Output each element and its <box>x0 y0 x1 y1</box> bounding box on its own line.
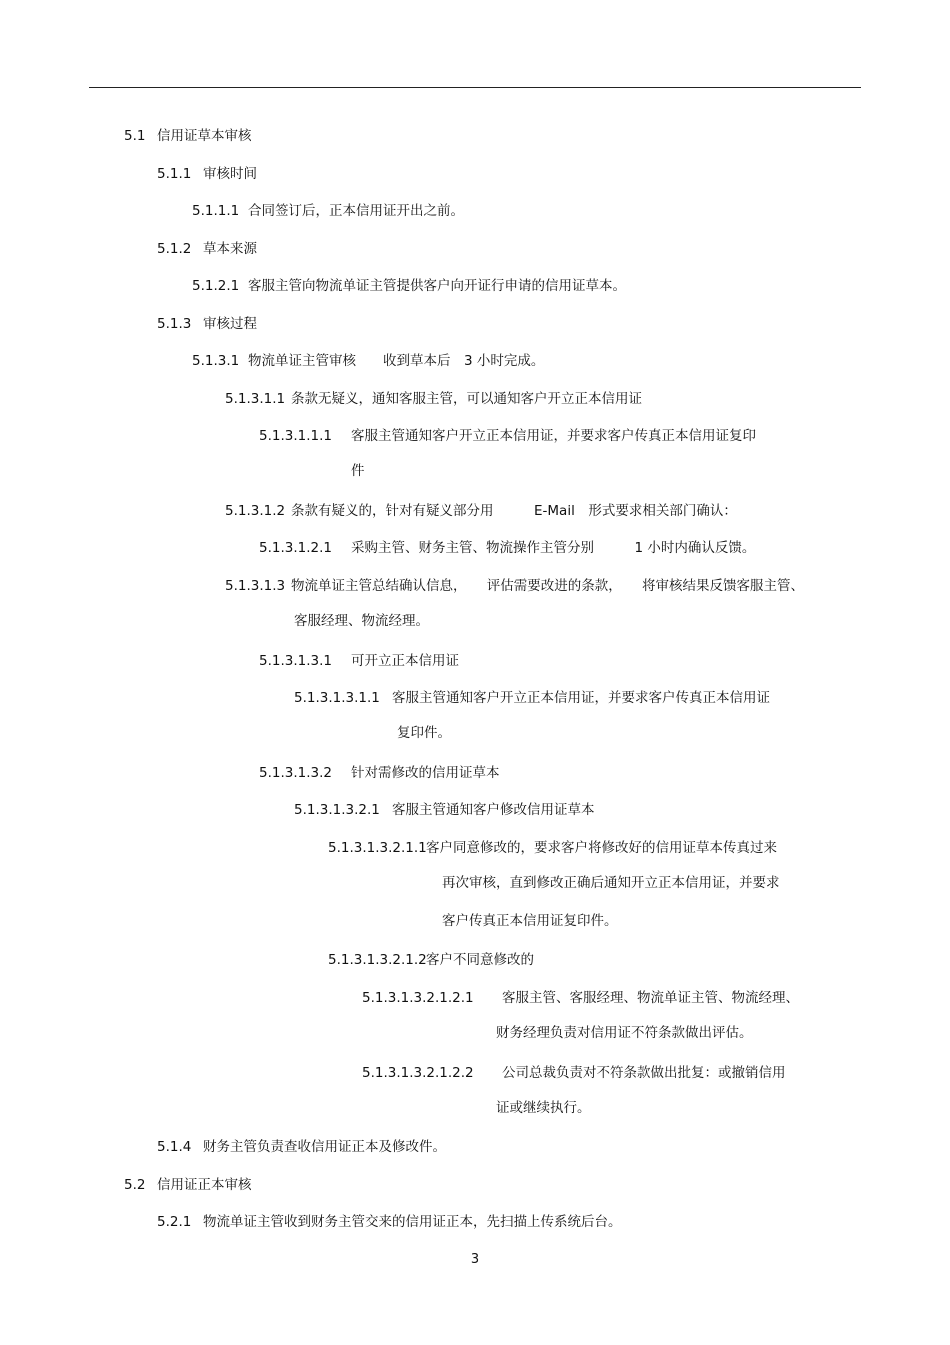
section-number: 5.1.3.1.3.2.1.1 <box>328 840 427 856</box>
section-5-1-3-1-3 <box>225 577 804 595</box>
section-5-1-2-1 <box>192 277 626 295</box>
section-continuation: 再次审核，直到修改正确后通知开立正本信用证，并要求 <box>442 875 780 891</box>
section-text: 可开立正本信用证 <box>351 653 459 669</box>
section-5-1-3-1-1 <box>225 390 642 408</box>
section-number: 5.2.1 <box>157 1214 192 1230</box>
section-text: 财务主管负责查收信用证正本及修改件。 <box>203 1139 446 1155</box>
section-number: 5.1.3.1.3.2.1.2 <box>328 952 427 968</box>
section-5-2-1 <box>157 1213 622 1231</box>
section-number: 5.1.3.1.3.1.1 <box>294 690 380 706</box>
section-5-1-3-1-3-2-1-2-1 <box>362 989 799 1007</box>
section-text: 物流单证主管收到财务主管交来的信用证正本，先扫描上传系统后台。 <box>203 1214 622 1230</box>
section-5-1-3-1-2-1 <box>259 539 755 557</box>
section-text: 物流单证主管总结确认信息， 评估需要改进的条款， 将审核结果反馈客服主管、 <box>291 578 804 594</box>
section-number: 5.1.3 <box>157 316 192 332</box>
section-text: 客服主管通知客户修改信用证草本 <box>392 802 595 818</box>
section-continuation: 客服经理、物流经理。 <box>294 613 429 629</box>
section-number: 5.1.3.1.3.1 <box>259 653 332 669</box>
section-text: 审核过程 <box>203 316 257 332</box>
section-number: 5.1 <box>124 128 146 144</box>
section-5-1-3-1-3-2 <box>259 764 500 782</box>
section-5-2 <box>124 1176 252 1194</box>
section-5-1-3 <box>157 315 257 333</box>
section-text: 公司总裁负责对不符条款做出批复：或撤销信用 <box>502 1065 786 1081</box>
section-text: 客户同意修改的，要求客户将修改好的信用证草本传真过来 <box>426 840 777 856</box>
section-text: 信用证正本审核 <box>157 1177 252 1193</box>
section-number: 5.1.3.1 <box>192 353 240 369</box>
section-5-1-3-1 <box>192 352 544 370</box>
section-number: 5.1.3.1.1.1 <box>259 428 332 444</box>
section-5-1-3-1-3-1-1 <box>294 689 770 707</box>
section-5-1-3-1-3-2-1-2 <box>328 951 534 969</box>
section-number: 5.1.3.1.3 <box>225 578 286 594</box>
section-continuation: 证或继续执行。 <box>496 1100 591 1116</box>
section-text: 条款无疑义，通知客服主管，可以通知客户开立正本信用证 <box>291 391 642 407</box>
section-number: 5.1.3.1.2.1 <box>259 540 332 556</box>
section-5-1-3-1-2 <box>225 502 737 520</box>
section-number: 5.1.3.1.2 <box>225 503 286 519</box>
section-number: 5.1.3.1.3.2.1.2.2 <box>362 1065 474 1081</box>
section-text: 条款有疑义的，针对有疑义部分用 E-Mail 形式要求相关部门确认： <box>291 503 737 519</box>
page-number: 3 <box>470 1252 480 1267</box>
section-text: 采购主管、财务主管、物流操作主管分别 1 小时内确认反馈。 <box>351 540 756 556</box>
section-5-1-1 <box>157 165 257 183</box>
section-5-1-3-1-1-1 <box>259 427 756 445</box>
section-number: 5.1.3.1.3.2 <box>259 765 332 781</box>
section-number: 5.1.1 <box>157 166 192 182</box>
section-text: 客户不同意修改的 <box>426 952 534 968</box>
section-text: 信用证草本审核 <box>157 128 252 144</box>
section-continuation: 客户传真正本信用证复印件。 <box>442 913 618 929</box>
section-text: 物流单证主管审核 收到草本后 3 小时完成。 <box>248 353 545 369</box>
section-continuation: 财务经理负责对信用证不符条款做出评估。 <box>496 1025 753 1041</box>
section-5-1-3-1-3-2-1-2-2 <box>362 1064 786 1082</box>
section-text: 客服主管通知客户开立正本信用证，并要求客户传真正本信用证复印 <box>351 428 756 444</box>
section-text: 合同签订后，正本信用证开出之前。 <box>248 203 464 219</box>
section-continuation: 复印件。 <box>397 725 451 741</box>
section-number: 5.1.3.1.3.2.1.2.1 <box>362 990 474 1006</box>
section-5-1-3-1-3-2-1-1 <box>328 839 777 857</box>
section-5-1-3-1-3-1 <box>259 652 459 670</box>
section-5-1-2 <box>157 240 257 258</box>
section-text: 客服主管通知客户开立正本信用证，并要求客户传真正本信用证 <box>392 690 770 706</box>
section-number: 5.1.1.1 <box>192 203 240 219</box>
section-5-1-1-1 <box>192 202 464 220</box>
section-number: 5.2 <box>124 1177 146 1193</box>
section-5-1-3-1-3-2-1 <box>294 801 595 819</box>
header-rule <box>89 87 861 88</box>
section-number: 5.1.3.1.3.2.1 <box>294 802 380 818</box>
section-number: 5.1.3.1.1 <box>225 391 286 407</box>
section-text: 客服主管、客服经理、物流单证主管、物流经理、 <box>502 990 799 1006</box>
section-text: 客服主管向物流单证主管提供客户向开证行申请的信用证草本。 <box>248 278 626 294</box>
section-5-1-4 <box>157 1138 446 1156</box>
section-text: 审核时间 <box>203 166 257 182</box>
section-5-1 <box>124 127 252 145</box>
section-text: 草本来源 <box>203 241 257 257</box>
section-number: 5.1.2.1 <box>192 278 240 294</box>
section-text: 针对需修改的信用证草本 <box>351 765 500 781</box>
section-number: 5.1.4 <box>157 1139 192 1155</box>
section-continuation: 件 <box>351 463 365 479</box>
section-number: 5.1.2 <box>157 241 192 257</box>
